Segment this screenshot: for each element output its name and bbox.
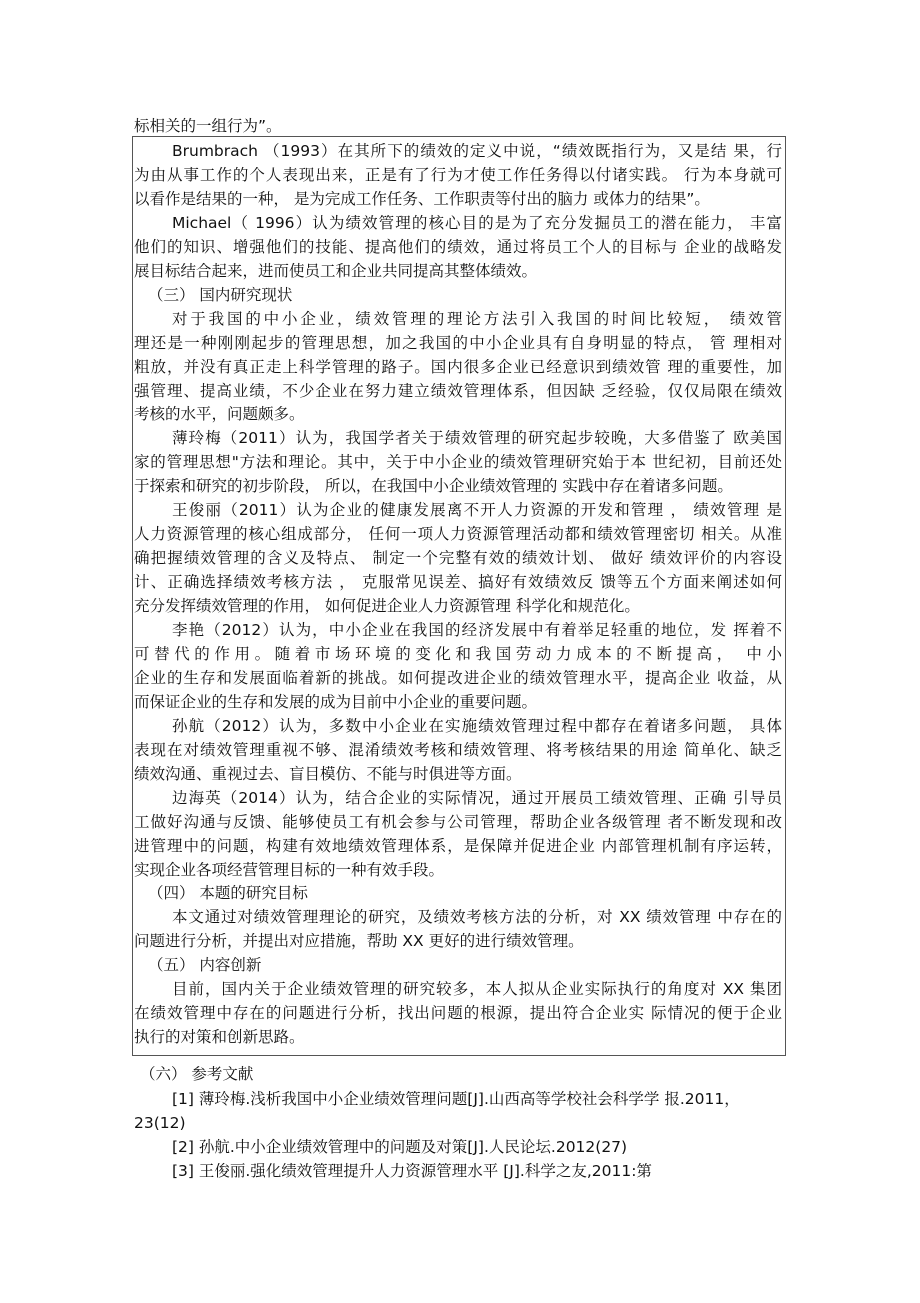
lead-line: 标相关的一组行为”。 bbox=[134, 117, 282, 135]
text-line: 为由从事工作的个人表现出来，正是有了行为才使工作任务得以付诸实践。 行为本身就可 bbox=[134, 165, 782, 184]
text-line: 王俊丽（2011）认为企业的健康发展离不开人力资源的开发和管理 ， 绩效管理 是 bbox=[172, 501, 782, 520]
text-line: 工做好沟通与反馈、能够使员工有机会参与公司管理，帮助企业各级管理 者不断发现和改 bbox=[134, 812, 782, 831]
text-line: 企业的生存和发展面临着新的挑战。如何提改进企业的绩效管理水平，提高企业 收益，从 bbox=[134, 668, 782, 687]
text-line: 可替代的作用。随着市场环境的变化和我国劳动力成本的不断提高， 中小 bbox=[134, 644, 782, 663]
text-line: 而保证企业的生存和发展的成为目前中小企业的重要问题。 bbox=[134, 692, 538, 711]
section-heading: （四） 本题的研究目标 bbox=[148, 884, 308, 903]
text-line: 对于我国的中小企业，绩效管理的理论方法引入我国的时间比较短， 绩效管 bbox=[172, 309, 782, 328]
text-line: 计、正确选择绩效考核方法 ， 克服常见误差、搞好有效绩效反 馈等五个方面来阐述如何 bbox=[134, 573, 782, 592]
text-line: 强管理、提高业绩，不少企业在努力建立绩效管理体系，但因缺 乏经验，仅仅局限在绩效 bbox=[134, 381, 782, 400]
reference-item: [2] 孙航.中小企业绩效管理中的问题及对策[J].人民论坛.2012(27) bbox=[172, 1138, 628, 1156]
text-line: 问题进行分析，并提出对应措施，帮助 XX 更好的进行绩效管理。 bbox=[134, 932, 584, 951]
text-line: 充分发挥绩效管理的作用， 如何促进企业人力资源管理 科学化和规范化。 bbox=[134, 597, 640, 616]
section-heading: （三） 国内研究现状 bbox=[148, 285, 293, 304]
text-line: 执行的对策和创新思路。 bbox=[134, 1028, 305, 1047]
text-line: 他们的知识、增强他们的技能、提高他们的绩效，通过将员工个人的目标与 企业的战略发 bbox=[134, 237, 782, 256]
text-line: 目前，国内关于企业绩效管理的研究较多，本人拟从企业实际执行的角度对 XX 集团 bbox=[172, 980, 782, 999]
text-line: 考核的水平，问题颇多。 bbox=[134, 405, 305, 424]
text-line: 薄玲梅（2011）认为，我国学者关于绩效管理的研究起步较晚，大多借鉴了 欧美国 bbox=[172, 429, 782, 448]
text-line: 确把握绩效管理的含义及特点、 制定一个完整有效的绩效计划、 做好 绩效评价的内容设 bbox=[134, 549, 782, 568]
text-line: 粗放，并没有真正走上科学管理的路子。国内很多企业已经意识到绩效管 理的重要性，加 bbox=[134, 357, 782, 376]
text-line: 绩效沟通、重视过去、盲目模仿、不能与时俱进等方面。 bbox=[134, 764, 522, 783]
text-line: 在绩效管理中存在的问题进行分析，找出问题的根源，提出符合企业实 际情况的便于企业 bbox=[134, 1004, 782, 1023]
refs-heading: （六） 参考文献 bbox=[140, 1065, 254, 1083]
text-line: 人力资源管理的核心组成部分， 任何一项人力资源管理活动都和绩效管理密切 相关。从准 bbox=[134, 525, 782, 544]
text-line: 边海英（2014）认为，结合企业的实际情况，通过开展员工绩效管理、正确 引导员 bbox=[172, 788, 782, 807]
text-line: 本文通过对绩效管理理论的研究，及绩效考核方法的分析，对 XX 绩效管理 中存在的 bbox=[172, 908, 782, 927]
text-line: 进管理中的问题，构建有效地绩效管理体系，是保障并促进企业 内部管理机制有序运转， bbox=[134, 836, 782, 855]
text-line: 展目标结合起来，进而使员工和企业共同提高其整体绩效。 bbox=[134, 261, 538, 280]
text-line: Brumbrach （1993）在其所下的绩效的定义中说，“绩效既指行为，又是结 果，行 bbox=[172, 142, 782, 160]
text-line: Michael（ 1996）认为绩效管理的核心目的是为了充分发掘员工的潜在能力， 丰富 bbox=[172, 213, 782, 232]
text-line: 于探索和研究的初步阶段， 所以，在我国中小企业绩效管理的 实践中存在着诸多问题。 bbox=[134, 477, 733, 496]
text-line: 孙航（2012）认为，多数中小企业在实施绩效管理过程中都存在着诸多问题， 具体 bbox=[172, 716, 782, 735]
reference-item: [3] 王俊丽.强化绩效管理提升人力资源管理水平 [J].科学之友,2011:第 bbox=[172, 1162, 652, 1180]
reference-item: [1] 薄玲梅.浅析我国中小企业绩效管理问题[J].山西高等学校社会科学学 报.2011， bbox=[172, 1090, 740, 1108]
text-line: 李艳（2012）认为，中小企业在我国的经济发展中有着举足轻重的地位，发 挥着不 bbox=[172, 621, 782, 639]
text-line: 家的管理思想"方法和理论。其中，关于中小企业的绩效管理研究始于本 世纪初，目前还处 bbox=[134, 453, 782, 472]
text-line: 以看作是结果的一种， 是为完成工作任务、工作职责等付出的脑力 或体力的结果”。 bbox=[134, 189, 710, 208]
text-line: 表现在对绩效管理重视不够、混淆绩效考核和绩效管理、将考核结果的用途 简单化、缺乏 bbox=[134, 740, 782, 759]
text-line: 理还是一种刚刚起步的管理思想，加之我国的中小企业具有自身明显的特点， 管 理相对 bbox=[134, 333, 782, 352]
reference-item: 23(12) bbox=[134, 1114, 186, 1132]
section-heading: （五） 内容创新 bbox=[148, 956, 262, 975]
text-line: 实现企业各项经营管理目标的一种有效手段。 bbox=[134, 860, 445, 879]
